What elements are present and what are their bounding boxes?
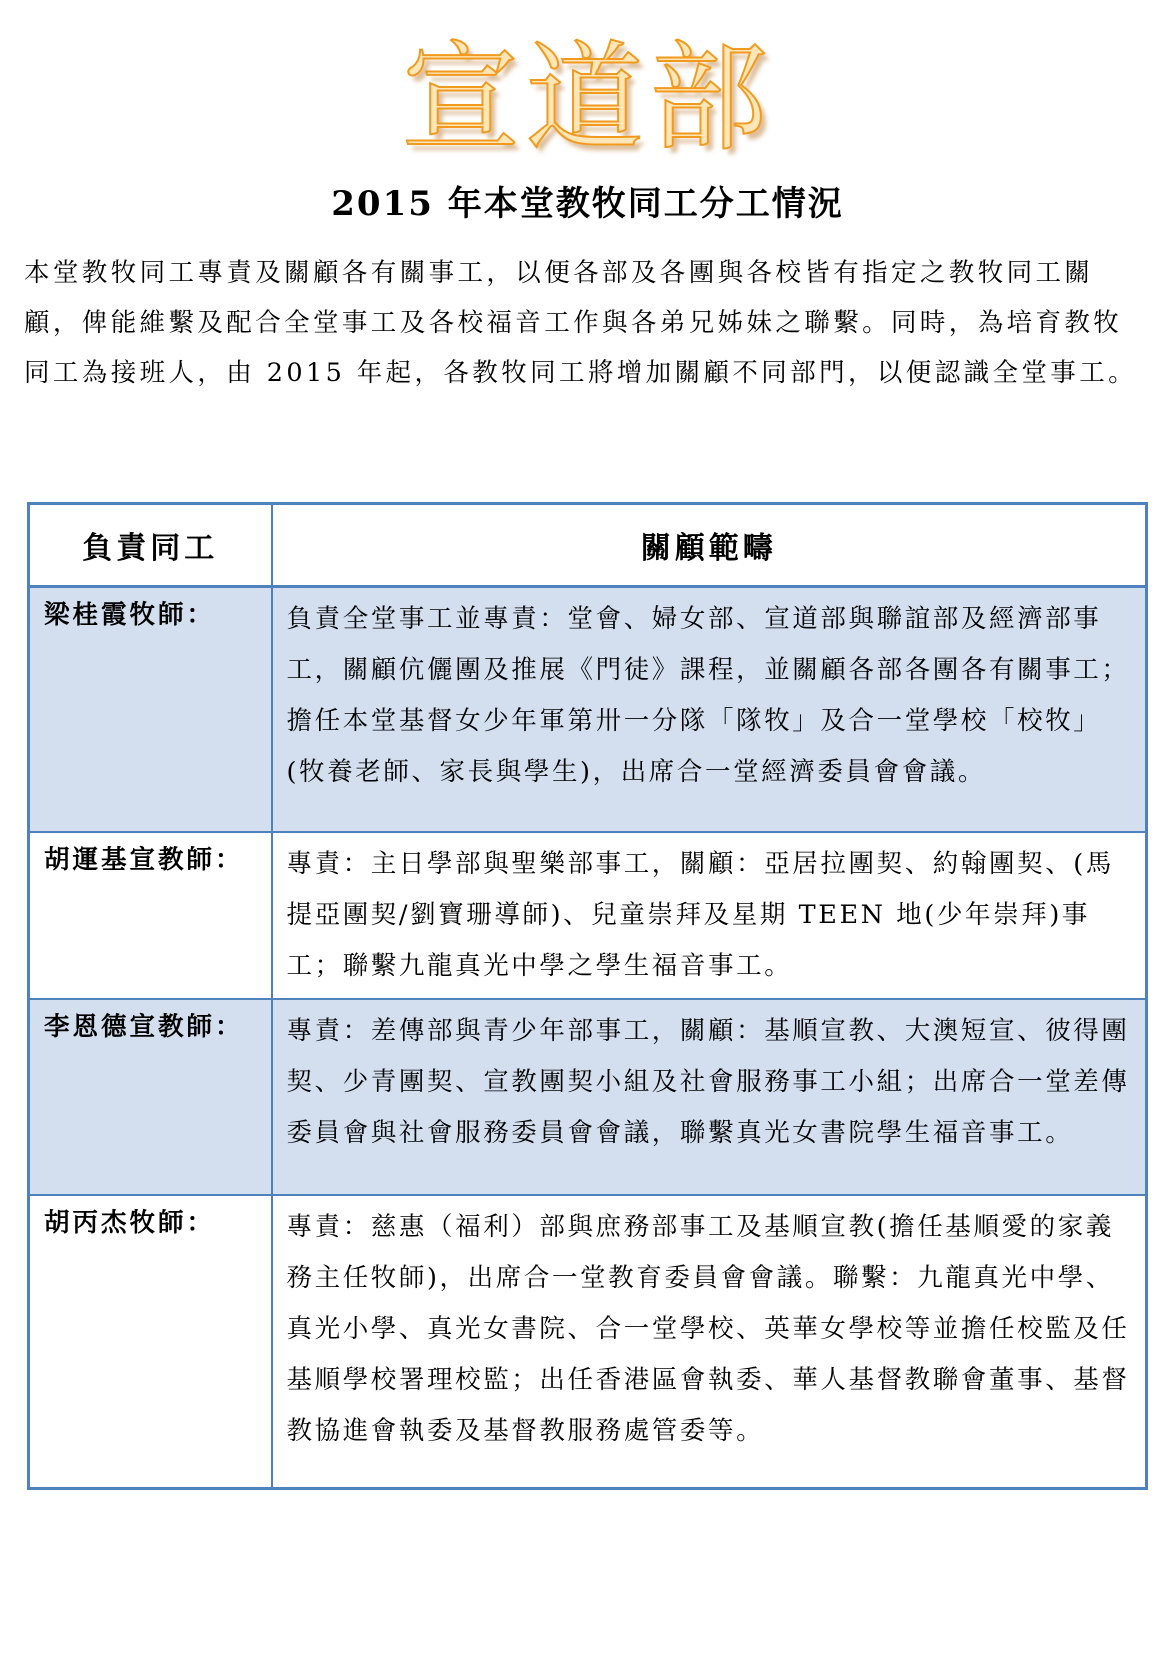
staff-name: 梁桂霞牧師： — [29, 587, 272, 832]
document-subtitle: 2015 年本堂教牧同工分工情況 — [331, 184, 844, 224]
table-header-row — [29, 504, 1147, 587]
intro-paragraph: 本堂教牧同工專責及關顧各有關事工，以便各部及各團與各校皆有指定之教牧同工關顧，俾能維繫及配合全堂事工及各校福音工作與各弟兄姊妹之聯繫。同時，為培育教牧同工為接班人，由 2015 年起，各教牧同工將增加關顧不同部門，以便認識全堂事工。 — [24, 258, 1138, 388]
duty-scope: 專責：慈惠（福利）部與庶務部事工及基順宣教(擔任基順愛的家義務主任牧師)，出席合一堂教育委員會會議。聯繫：九龍真光中學、真光小學、真光女書院、合一堂學校、英華女學校等並擔任校監及任基順學校署理校監；出任香港區會執委、華人基督教聯會董事、基督教協進會執委及基督教服務處管委等。 — [272, 1195, 1147, 1489]
banner — [0, 28, 1175, 168]
staff-name: 李恩德宣教師： — [29, 999, 272, 1195]
table-row — [29, 1195, 1147, 1489]
table-row — [29, 832, 1147, 999]
duty-scope: 負責全堂事工並專責：堂會、婦女部、宣道部與聯誼部及經濟部事工，關顧伉儷團及推展《門徒》課程，並關顧各部各團各有關事工；擔任本堂基督女少年軍第卅一分隊「隊牧」及合一堂學校「校牧」(牧養老師、家長與學生)，出席合一堂經濟委員會會議。 — [272, 587, 1147, 832]
staff-duty-table — [27, 502, 1148, 1490]
duty-scope: 專責：差傳部與青少年部事工，關顧：基順宣教、大澳短宣、彼得團契、少青團契、宣教團契小組及社會服務事工小組；出席合一堂差傳委員會與社會服務委員會會議，聯繫真光女書院學生福音事工。 — [272, 999, 1147, 1195]
table-row — [29, 587, 1147, 832]
duty-scope: 專責：主日學部與聖樂部事工，關顧：亞居拉團契、約翰團契、(馬提亞團契/劉寶珊導師)、兒童崇拜及星期 TEEN 地(少年崇拜)事工；聯繫九龍真光中學之學生福音事工。 — [272, 832, 1147, 999]
header-scope: 關顧範疇 — [272, 504, 1147, 587]
banner-title: 宣道部 — [401, 29, 774, 167]
staff-name: 胡丙杰牧師： — [29, 1195, 272, 1489]
staff-name: 胡運基宣教師： — [29, 832, 272, 999]
header-staff: 負責同工 — [29, 504, 272, 587]
table-row — [29, 999, 1147, 1195]
